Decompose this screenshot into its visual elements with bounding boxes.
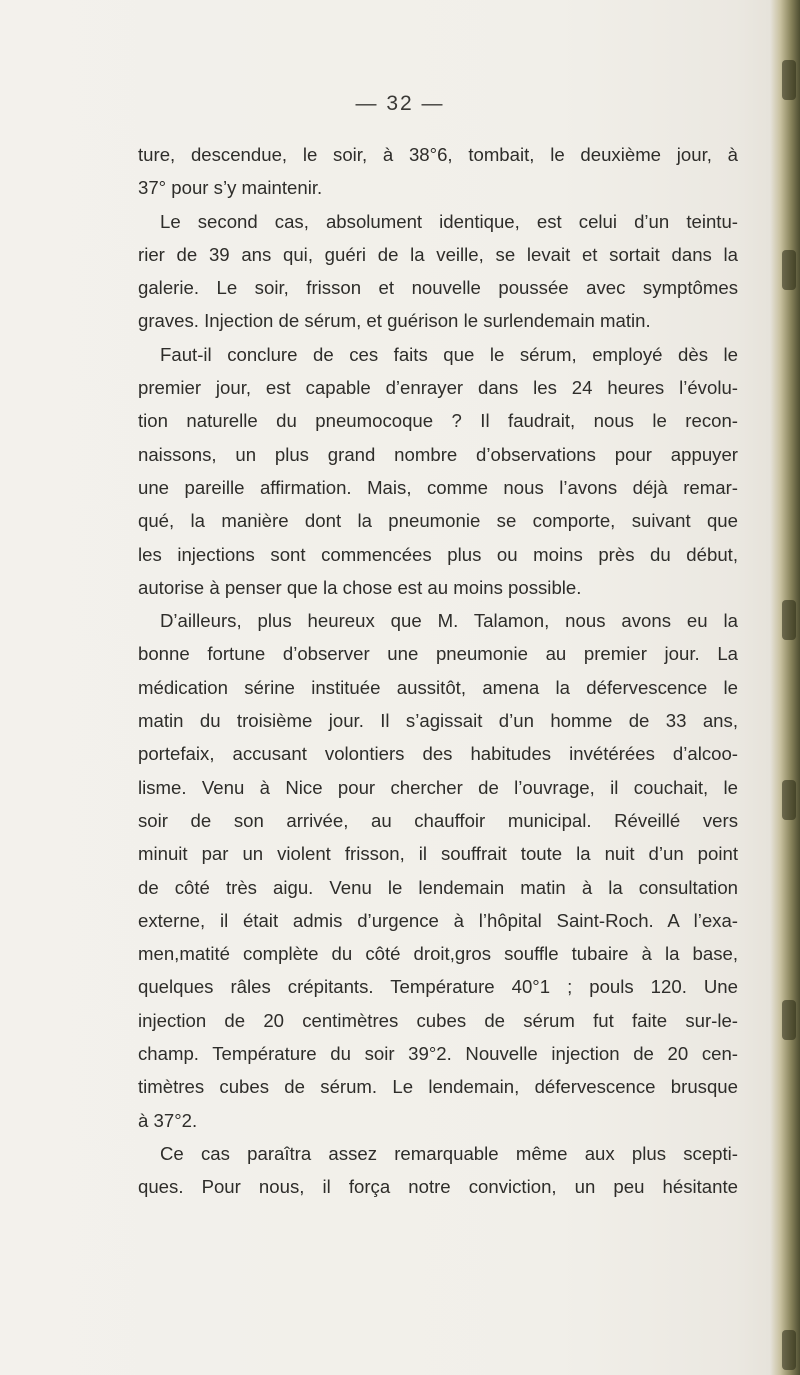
text-line: D’ailleurs, plus heureux que M. Talamon, nous avons eu la xyxy=(160,610,738,632)
binding-mark xyxy=(782,600,796,640)
text-line: galerie. Le soir, frisson et nouvelle poussée avec symptômes xyxy=(138,277,738,299)
binding-mark xyxy=(782,250,796,290)
text-line: 37° pour s’y maintenir. xyxy=(138,177,323,199)
text-line: timètres cubes de sérum. Le lendemain, défervescence brusque xyxy=(138,1076,738,1098)
text-line: une pareille affirmation. Mais, comme nous l’avons déjà remar- xyxy=(138,476,738,498)
page-edge-shadow xyxy=(770,0,800,1375)
binding-mark xyxy=(782,1330,796,1370)
text-line: minuit par un violent frisson, il souffrait toute la nuit d’un point xyxy=(138,843,738,865)
text-line: Ce cas paraîtra assez remarquable même aux plus scepti- xyxy=(160,1142,738,1164)
text-line: tion naturelle du pneumocoque ? Il faudrait, nous le recon- xyxy=(138,410,738,432)
text-line: de côté très aigu. Venu le lendemain matin à la consultation xyxy=(138,876,738,898)
text-line: quelques râles crépitants. Température 40°1 ; pouls 120. Une xyxy=(138,976,738,998)
binding-mark xyxy=(782,1000,796,1040)
text-line: lisme. Venu à Nice pour chercher de l’ouvrage, il couchait, le xyxy=(138,776,738,798)
text-line: premier jour, est capable d’enrayer dans les 24 heures l’évolu- xyxy=(138,377,738,399)
page-number: — 32 — xyxy=(355,92,445,115)
text-line: rier de 39 ans qui, guéri de la veille, se levait et sortait dans la xyxy=(138,243,738,265)
text-line: graves. Injection de sérum, et guérison le surlendemain matin. xyxy=(138,310,651,332)
text-line: soir de son arrivée, au chauffoir municipal. Réveillé vers xyxy=(138,809,738,831)
text-line: matin du troisième jour. Il s’agissait d’un homme de 33 ans, xyxy=(138,710,738,732)
text-line: ques. Pour nous, il força notre conviction, un peu hésitante xyxy=(138,1176,738,1198)
text-line: champ. Température du soir 39°2. Nouvelle injection de 20 cen- xyxy=(138,1043,738,1065)
text-line: les injections sont commencées plus ou moins près du début, xyxy=(138,543,738,565)
text-line: médication sérine instituée aussitôt, amena la défervescence le xyxy=(138,676,738,698)
text-line: injection de 20 centimètres cubes de sérum fut faite sur-le- xyxy=(138,1009,738,1031)
text-line: externe, il était admis d’urgence à l’hôpital Saint-Roch. A l’exa- xyxy=(138,909,738,931)
binding-mark xyxy=(782,780,796,820)
text-line: Faut-il conclure de ces faits que le sérum, employé dès le xyxy=(160,343,738,365)
text-line: men,matité complète du côté droit,gros souffle tubaire à la base, xyxy=(138,943,738,965)
text-line: Le second cas, absolument identique, est celui d’un teintu- xyxy=(160,210,738,232)
text-line: à 37°2. xyxy=(138,1109,198,1131)
text-line: qué, la manière dont la pneumonie se comporte, suivant que xyxy=(138,510,738,532)
text-line: portefaix, accusant volontiers des habitudes invétérées d’alcoo- xyxy=(138,743,738,765)
body-text xyxy=(138,138,738,1204)
text-line: autorise à penser que la chose est au moins possible. xyxy=(138,576,582,598)
text-line: naissons, un plus grand nombre d’observations pour appuyer xyxy=(138,443,738,465)
text-line: bonne fortune d’observer une pneumonie au premier jour. La xyxy=(138,643,738,665)
text-line: ture, descendue, le soir, à 38°6, tombait, le deuxième jour, à xyxy=(138,144,738,165)
